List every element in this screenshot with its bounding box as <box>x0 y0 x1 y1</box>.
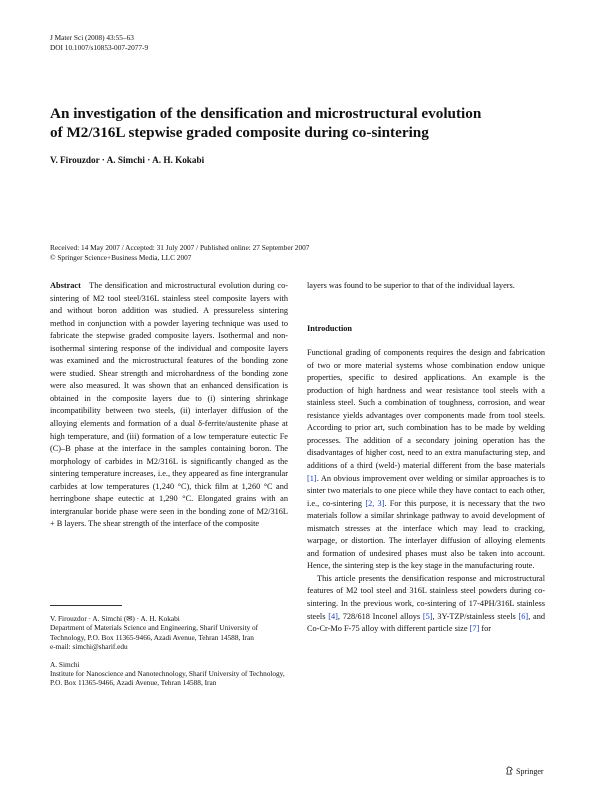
title-line-2: of M2/316L stepwise graded composite during co-sintering <box>50 124 429 141</box>
affiliation-1-authors: V. Firouzdor · A. Simchi (✉) · A. H. Kokabi <box>50 614 180 623</box>
affiliation-1 <box>50 614 290 652</box>
publisher-name: Springer <box>516 767 544 776</box>
abstract-body: The densification and microstructural evolution during co-sintering of M2 tool steel/316L stainless steel composite layers with and without boron addition was studied. A pressureless sintering method in conjunction with a powder layering technique was used to fabricate the stepwise graded composite layers. Isothermal and non-isothermal sintering response of the individual and composite layers was examined and the microstructural features of the bonding zone were studied. Shear strength and microhardness of the bonding zone were also measured. It was shown that an enhanced densification is obtained in the composite layers due to (i) sintering shrinkage incompatibility between two steels, (ii) interlayer diffusion of the alloying elements and formation of a dual δ-ferrite/austenite phase at high temperature, and (iii) formation of a low temperature eutectic Fe (C)–B phase at the interface in the samples containing boron. The morphology of carbides in M2/316L is significantly changed as the sintering temperature increases, i.e., they appeared as fine intergranular carbides at low temperatures (1,240 °C), thick film at 1,260 °C and herringbone shape eutectic at 1,290 °C. Elongated grains with an intergranular boride phase were seen in the bonding zone of M2/316L + B layers. The shear strength of the interface of the composite <box>50 281 288 529</box>
springer-horse-icon <box>505 766 514 777</box>
corresponding-email[interactable]: e-mail: simchi@sharif.edu <box>50 642 128 652</box>
affiliation-1-address: Department of Materials Science and Engineering, Sharif University of Technology, P.O. Box 11365-9466, Azadi Avenue, Tehran 14588, Iran <box>50 623 259 642</box>
title-line-1: An investigation of the densification and microstructural evolution <box>50 105 482 122</box>
publisher-logo <box>505 766 544 777</box>
publication-dates <box>50 243 309 262</box>
citation-link[interactable]: [7] <box>469 624 480 634</box>
intro-paragraph-2: This article presents the densification response and microstructural features of M2 tool steel and 316L stainless steel powders during co-sintering. In the previous work, co-sintering of 17-4PH/316L stainless steels [4], 728/618 Inconel alloys [5], 3Y-TZP/stainless steels [6], and Co-Cr-Mo F-75 alloy with different particle size [7] for <box>307 573 546 634</box>
author-list: V. Firouzdor · A. Simchi · A. H. Kokabi <box>50 155 205 165</box>
paper-title <box>50 104 550 142</box>
right-column <box>307 280 545 636</box>
author-affiliations <box>50 614 290 696</box>
doi-link[interactable]: DOI 10.1007/s10853-007-2077-9 <box>50 42 149 52</box>
footnote-divider <box>50 605 122 606</box>
journal-header <box>50 33 148 52</box>
introduction-heading: Introduction <box>307 323 353 333</box>
abstract-continuation: layers was found to be superior to that of the individual layers. <box>307 281 515 290</box>
intro-paragraph-1: Functional grading of components requires the design and fabrication of two or more material systems whose combination endow unique properties, specific to desired applications. An example is the production of high hardness and wear resistance tool steels with a stainless steel. Such a combination of toughness, corrosion, and wear resistance yields advantages over components made from tool steels. According to prior art, such combination has to be made by welding processes. The addition of a secondary joining operation has the disadvantages of higher cost, need to an extra manufacturing step, and additions of a third (weld-) material different from the base materials [1]. An obvious improvement over welding or similar approaches is to sinter two materials to one piece while they have contact to each other, i.e., co-sintering [2, 3]. For this purpose, it is necessary that the two materials follow a similar shrinkage pathway to avoid development of mismatch stresses at the interface which may lead to cracking, warpage, or distortion. The interlayer diffusion of alloying elements and formation of undesired phases must also be taken into account. Hence, the sintering step is the key stage in the manufacturing route. <box>307 348 545 571</box>
history-line: Received: 14 May 2007 / Accepted: 31 July 2007 / Published online: 27 September 2007 <box>50 243 310 252</box>
copyright-line: © Springer Science+Business Media, LLC 2007 <box>50 252 192 262</box>
citation-link[interactable]: [4] <box>328 611 338 621</box>
abstract-paragraph <box>50 280 288 531</box>
citation-link[interactable]: [6] <box>518 611 529 621</box>
left-column <box>50 280 288 531</box>
affiliation-2 <box>50 660 290 688</box>
affiliation-2-author: A. Simchi <box>50 659 80 669</box>
journal-citation: J Mater Sci (2008) 43:55–63 <box>50 33 134 42</box>
abstract-heading: Abstract <box>50 281 81 290</box>
citation-link[interactable]: [2, 3] <box>365 498 385 508</box>
citation-link[interactable]: [1] <box>307 473 317 483</box>
citation-link[interactable]: [5] <box>422 611 433 621</box>
affiliation-2-address: Institute for Nanoscience and Nanotechnology, Sharif University of Technology, P.O. Box 11365-9466, Azadi Avenue, Tehran 14588, Iran <box>50 669 285 688</box>
